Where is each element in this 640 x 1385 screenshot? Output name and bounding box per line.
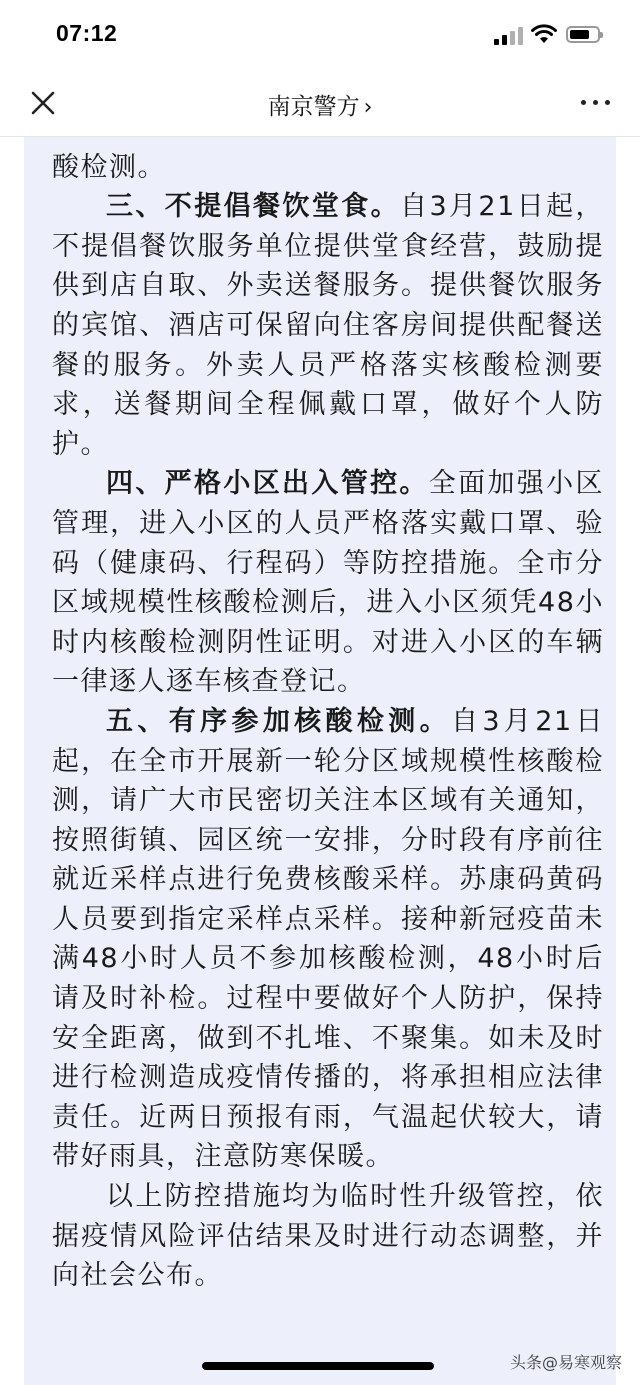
- cellular-signal-icon: [494, 27, 524, 45]
- paragraph-five: [52, 702, 604, 1177]
- status-time: 07:12: [56, 20, 118, 46]
- paragraph-tail: [52, 136, 604, 148]
- battery-icon: [566, 26, 600, 43]
- home-indicator[interactable]: [202, 1362, 434, 1370]
- article-content: [24, 136, 616, 1296]
- section-five-heading: 五、有序参加核酸检测。: [106, 705, 451, 737]
- article-body: [24, 136, 616, 1385]
- watermark-text: 头条@易寒观察: [510, 1353, 623, 1372]
- nav-bar: [0, 68, 640, 137]
- section-three-heading: 三、不提倡餐饮堂食。: [106, 191, 401, 223]
- wifi-icon: [531, 24, 557, 44]
- section-three-text: 自3月21日起，不提倡餐饮服务单位提供堂食经营，鼓励提供到店自取、外卖送餐服务。提供餐饮服务的宾馆、酒店可保留向住客房间提供配餐送餐的服务。外卖人员严格落实核酸检测要求，送餐期间全程佩戴口罩，做好个人防护。: [52, 191, 605, 460]
- status-bar: [0, 0, 640, 68]
- paragraph-six: 以上防控措施均为临时性升级管控，依据疫情风险评估结果及时进行动态调整，并向社会公布。: [52, 1181, 604, 1292]
- more-icon[interactable]: [578, 94, 614, 110]
- account-title[interactable]: [0, 88, 640, 121]
- paragraph-four: [52, 464, 604, 702]
- section-four-text: 全面加强小区管理，进入小区的人员严格落实戴口罩、验码（健康码、行程码）等防控措施。全市分区域规模性核酸检测后，进入小区须凭48小时内核酸检测阴性证明。对进入小区的车辆一律逐人逐车核查登记。: [52, 468, 604, 698]
- chevron-right-icon[interactable]: ›: [363, 95, 373, 120]
- account-name[interactable]: 南京警方: [267, 94, 360, 120]
- section-five-text: 自3月21日起，在全市开展新一轮分区域规模性核酸检测，请广大市民密切关注本区域有关通知，按照街镇、园区统一安排，分时段有序前往就近采样点进行免费核酸采样。苏康码黄码人员要到指定采样点采样。接种新冠疫苗未满48小时人员不参加核酸检测，48小时后请及时补检。过程中要做好个人防护，保持安全距离，做到不扎堆、不聚集。如未及时进行检测造成疫情传播的，将承担相应法律责任。近两日预报有雨，气温起伏较大，请带好雨具，注意防寒保暖。: [52, 705, 604, 1173]
- paragraph-three: [52, 187, 604, 464]
- paragraph-two-end: 酸检测。: [52, 151, 166, 183]
- section-four-heading: 四、严格小区出入管控。: [106, 468, 429, 500]
